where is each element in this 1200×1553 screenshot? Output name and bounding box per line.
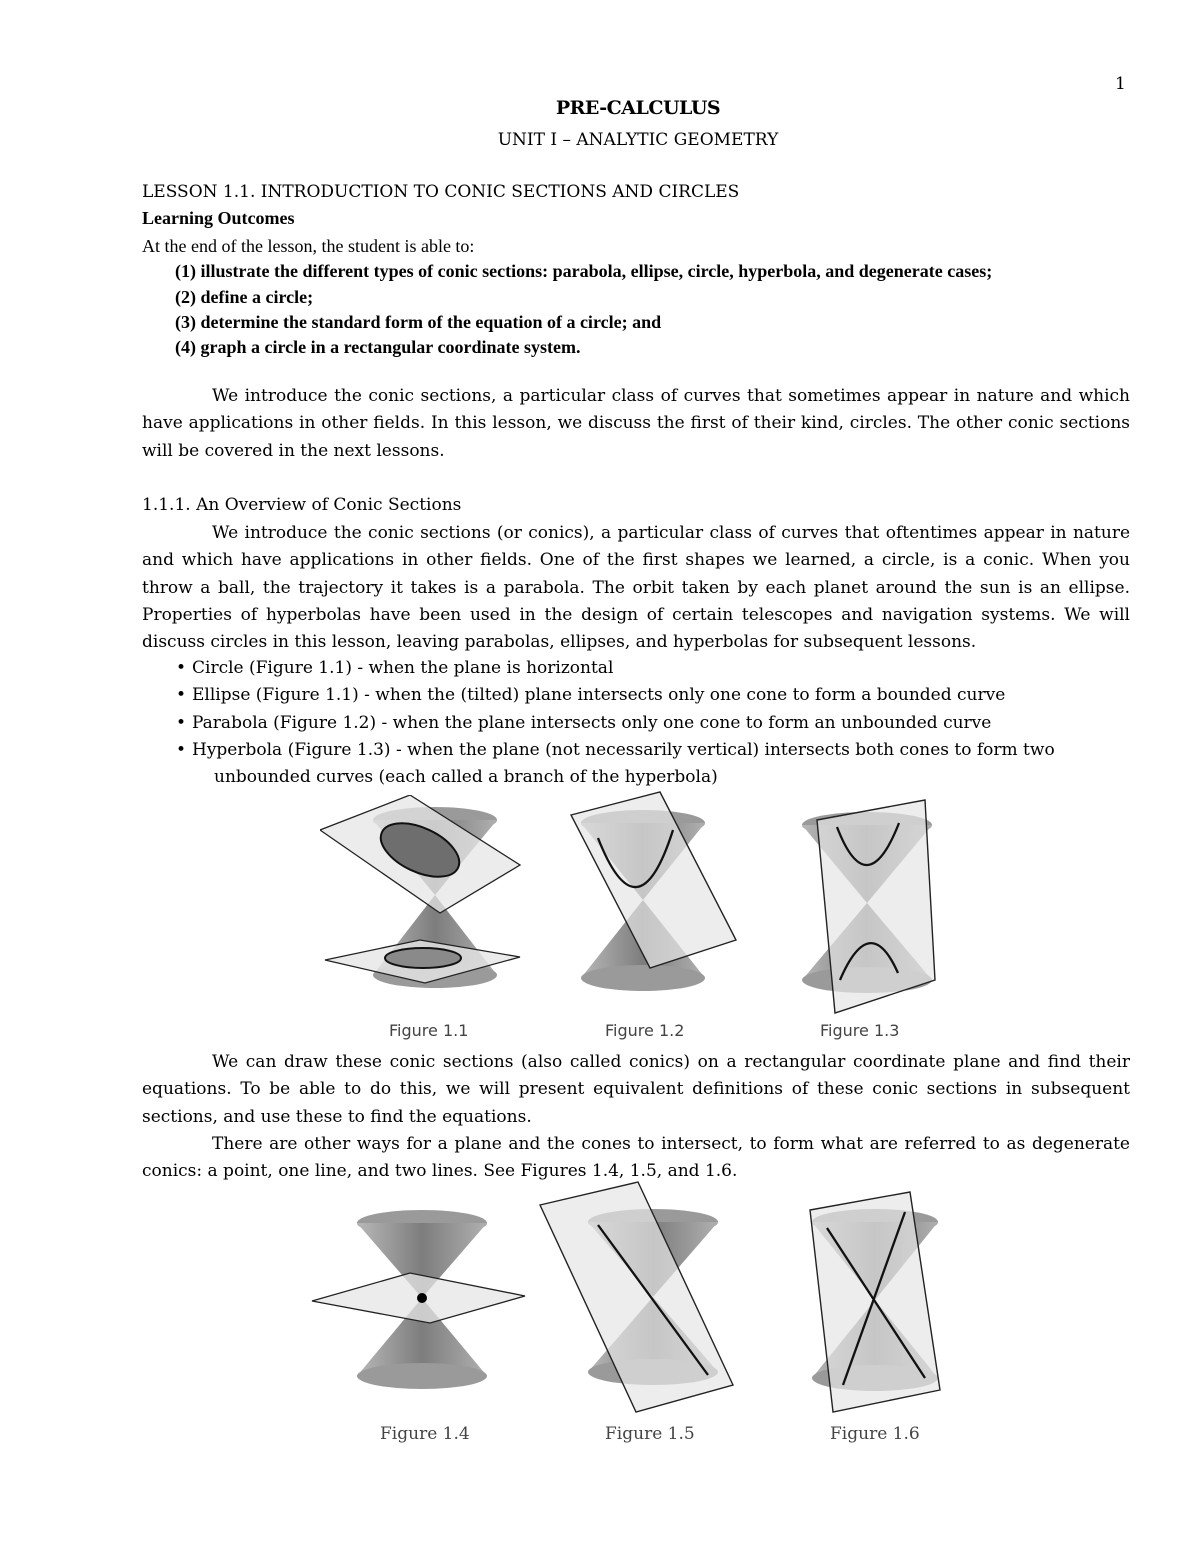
page-number: 1 bbox=[1115, 74, 1126, 94]
figure-caption: Figure 1.2 bbox=[605, 1021, 685, 1040]
figure-caption: Figure 1.3 bbox=[820, 1021, 900, 1040]
figure-caption: Figure 1.4 bbox=[380, 1424, 470, 1444]
figure-1-5-one-line bbox=[538, 1180, 738, 1415]
overview-paragraph: We introduce the conic sections (or conics), a particular class of curves that oftentimes appear in nature and which have applications in other fields. One of the first shapes we learned, a circle, is a conic. When you throw a ball, the trajectory it takes is a parabola. The orbit taken by each planet around the sun is an ellipse. Properties of hyperbolas have been used in the design of certain telescopes and navigation systems. We will discuss circles in this lesson, leaving parabolas, ellipses, and hyperbolas for subsequent lessons. bbox=[142, 523, 1130, 653]
outcome-item: (1) illustrate the different types of conic sections: parabola, ellipse, circle, hyperbola, and degenerate cases; bbox=[175, 261, 993, 281]
learning-outcomes-heading: Learning Outcomes bbox=[142, 208, 295, 228]
figure-1-6-two-lines bbox=[805, 1190, 945, 1415]
figure-1-3-hyperbola bbox=[795, 795, 945, 1015]
intro-paragraph: We introduce the conic sections, a particular class of curves that sometimes appear in nature and which have applications in other fields. In this lesson, we discuss the first of their kind, circles. The other conic sections will be covered in the next lessons. bbox=[142, 386, 1130, 461]
outcome-item: (2) define a circle; bbox=[175, 287, 314, 307]
figure-1-1-circle-ellipse bbox=[320, 795, 530, 995]
document-title: PRE-CALCULUS bbox=[555, 97, 721, 119]
list-item: • Hyperbola (Figure 1.3) - when the plane (not necessarily vertical) intersects both cones to form two unbounded curves (each called a branch of the hyperbola) bbox=[176, 739, 1055, 788]
outcome-item: (4) graph a circle in a rectangular coordinate system. bbox=[175, 337, 581, 357]
figure-caption: Figure 1.6 bbox=[830, 1424, 920, 1444]
section-heading: 1.1.1. An Overview of Conic Sections bbox=[142, 495, 462, 515]
list-item: • Parabola (Figure 1.2) - when the plane intersects only one cone to form an unbounded curve bbox=[176, 712, 992, 733]
figure-1-2-parabola bbox=[568, 790, 738, 995]
list-item: • Circle (Figure 1.1) - when the plane is horizontal bbox=[176, 658, 614, 678]
conic-bullet-list bbox=[176, 655, 1136, 791]
figure-1-4-point bbox=[310, 1208, 530, 1398]
figure-caption: Figure 1.5 bbox=[605, 1424, 695, 1444]
learning-outcomes-intro: At the end of the lesson, the student is able to: bbox=[142, 236, 475, 256]
figure-caption: Figure 1.1 bbox=[389, 1021, 469, 1040]
conics-paragraph: We can draw these conic sections (also called conics) on a rectangular coordinate plane and find their equations. To be able to do this, we will present equivalent definitions of these conic sections in subsequent sections, and use these to find the equations. bbox=[142, 1052, 1130, 1127]
outcome-item: (3) determine the standard form of the equation of a circle; and bbox=[175, 312, 662, 332]
list-item: • Ellipse (Figure 1.1) - when the (tilted) plane intersects only one cone to form a bounded curve bbox=[176, 685, 1006, 706]
unit-subtitle: UNIT I – ANALYTIC GEOMETRY bbox=[497, 130, 779, 150]
lesson-title: LESSON 1.1. INTRODUCTION TO CONIC SECTIONS AND CIRCLES bbox=[142, 182, 740, 202]
degenerate-paragraph: There are other ways for a plane and the cones to intersect, to form what are referred to as degenerate conics: a point, one line, and two lines. See Figures 1.4, 1.5, and 1.6. bbox=[142, 1134, 1130, 1182]
